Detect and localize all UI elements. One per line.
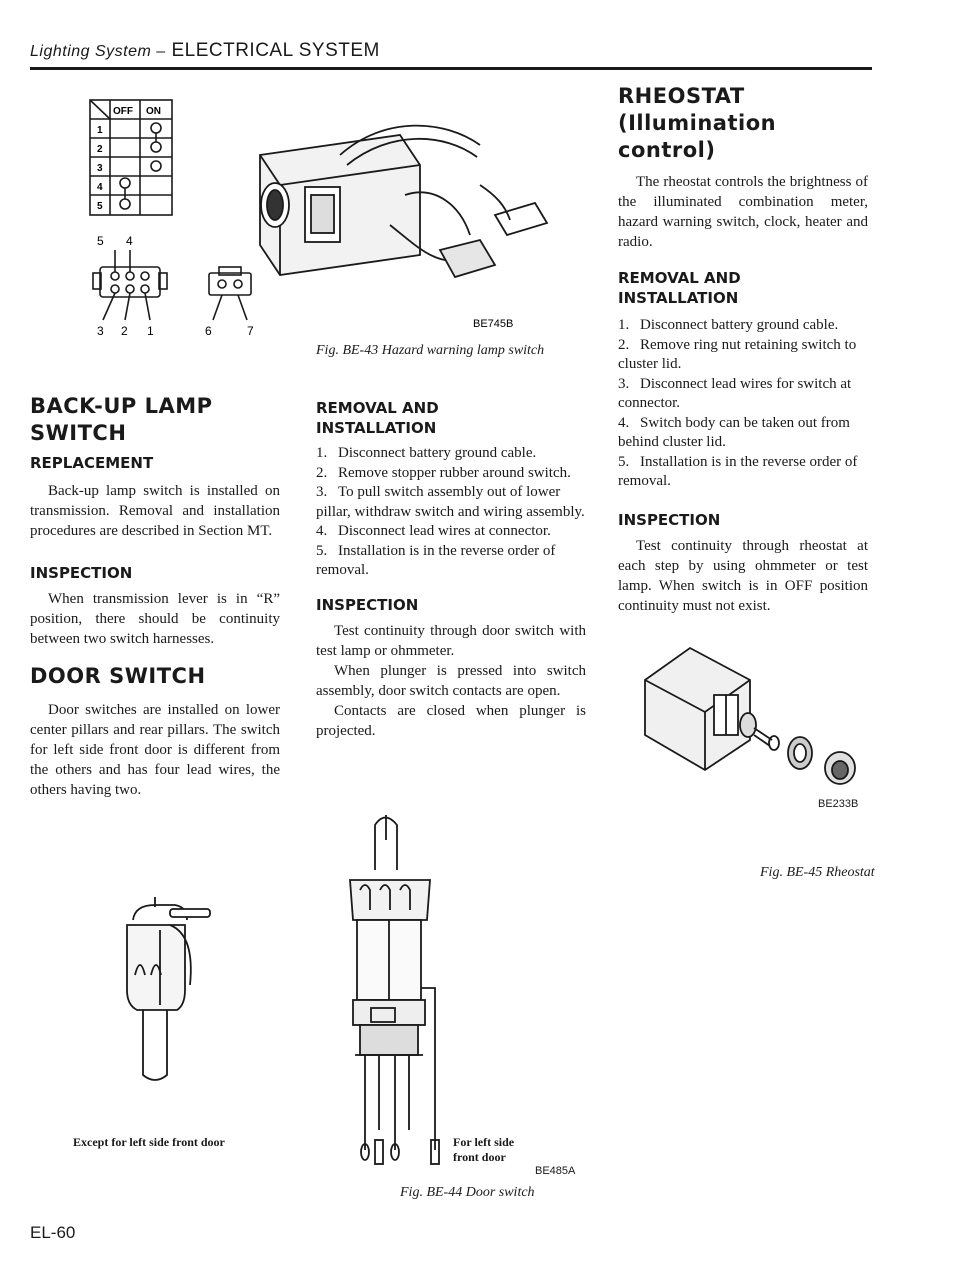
- rheostat-title-line1: RHEOSTAT: [618, 84, 745, 108]
- table-row-3: 3: [97, 163, 103, 174]
- pin-6: 6: [205, 324, 212, 338]
- list-item: 2. Remove stopper rubber around switch.: [316, 464, 571, 481]
- pin-3: 3: [97, 324, 104, 338]
- door-switch-standard-illustration: [115, 895, 220, 1095]
- list-item: 3. Disconnect lead wires for switch at connector.: [618, 375, 852, 411]
- fig45-code: BE233B: [818, 798, 859, 810]
- door-switch-left-front-label-1: For left side: [453, 1135, 515, 1149]
- door-inspection-p1: Test continuity through door switch with test lamp or ohmmeter.: [316, 622, 586, 659]
- list-item: 4. Disconnect lead wires at connector.: [316, 523, 551, 539]
- door-switch-standard-label: Except for left side front door: [73, 1135, 225, 1149]
- fig44-caption: Fig. BE-44 Door switch: [400, 1185, 535, 1200]
- fig45-caption: Fig. BE-45 Rheostat: [760, 865, 875, 880]
- list-item: 5. Installation is in the reverse order of removal.: [618, 453, 858, 489]
- connector-a-icon: [93, 250, 167, 320]
- rheostat-inspection-heading: INSPECTION: [618, 510, 721, 529]
- hazard-switch-illustration: [85, 95, 555, 345]
- table-row-1: 1: [97, 125, 103, 136]
- table-header-off: OFF: [113, 106, 133, 117]
- continuity-table: [90, 100, 172, 215]
- rheostat-removal-steps: [618, 316, 868, 492]
- hazard-switch-body-icon: [260, 126, 547, 277]
- pin-2: 2: [121, 324, 128, 338]
- replacement-text: Back-up lamp switch is installed on transmission. Removal and installation procedures are described in Section MT.: [30, 483, 280, 539]
- rheostat-intro: The rheostat controls the brightness of the illuminated combination meter, hazard warning switch, clock, heater and radio.: [618, 174, 868, 250]
- header-title: ELECTRICAL SYSTEM: [171, 40, 380, 61]
- list-item: 3. To pull switch assembly out of lower pillar, withdraw switch and wiring assembly.: [316, 484, 585, 520]
- rheostat-illustration: [640, 640, 870, 820]
- rheostat-icon: [645, 648, 855, 784]
- list-item: 1. Disconnect battery ground cable.: [316, 445, 537, 461]
- pin-1: 1: [147, 324, 154, 338]
- hazard-removal-steps: [316, 444, 586, 581]
- table-row-5: 5: [97, 201, 103, 212]
- door-inspection-heading: INSPECTION: [316, 595, 419, 614]
- hazard-removal-heading: REMOVAL AND INSTALLATION: [316, 399, 439, 437]
- replacement-heading: REPLACEMENT: [30, 454, 154, 472]
- fig43-code: BE745B: [473, 318, 514, 330]
- backup-lamp-title: BACK-UP LAMP SWITCH: [30, 394, 213, 445]
- door-switch-standard-icon: [127, 897, 210, 1080]
- door-switch-left-front-icon: [350, 815, 439, 1164]
- rheostat-removal-heading: REMOVAL AND INSTALLATION: [618, 269, 741, 307]
- door-inspection-p3: Contacts are closed when plunger is projected.: [316, 702, 586, 739]
- list-item: 1. Disconnect battery ground cable.: [618, 317, 839, 333]
- pin-5: 5: [97, 234, 104, 248]
- backup-inspection-text: When transmission lever is in “R” position, there should be continuity between two switch harnesses.: [30, 591, 280, 647]
- fig44-code: BE485A: [535, 1165, 576, 1177]
- header-section: Lighting System –: [30, 43, 166, 60]
- backup-inspection-heading: INSPECTION: [30, 564, 133, 582]
- fig43-caption: Fig. BE-43 Hazard warning lamp switch: [316, 343, 545, 358]
- column-left: [30, 393, 280, 800]
- rheostat-inspection-text: Test continuity through rheostat at each step by using ohmmeter or test lamp. When switch is in OFF position continuity must not exist.: [618, 537, 868, 614]
- rheostat-title-line2: (Illumination control): [618, 111, 777, 162]
- list-item: 4. Switch body can be taken out from behind cluster lid.: [618, 414, 850, 450]
- pin-7: 7: [247, 324, 254, 338]
- table-row-2: 2: [97, 144, 103, 155]
- column-right: [618, 83, 868, 616]
- pin-4: 4: [126, 234, 133, 248]
- list-item: 5. Installation is in the reverse order of removal.: [316, 542, 556, 578]
- connector-b-icon: [209, 267, 251, 320]
- column-middle: [316, 398, 586, 741]
- door-inspection-p2: When plunger is pressed into switch assembly, door switch contacts are open.: [316, 662, 586, 699]
- door-switch-text: Door switches are installed on lower center pillars and rear pillars. The switch for left side front door is different from the others and has four lead wires, the others having two.: [30, 702, 280, 798]
- list-item: 2. Remove ring nut retaining switch to cluster lid.: [618, 336, 857, 372]
- table-row-4: 4: [97, 182, 103, 193]
- table-header-on: ON: [146, 106, 161, 117]
- page-number: EL-60: [30, 1223, 76, 1242]
- door-switch-left-front-illustration: [345, 810, 455, 1170]
- header-rule: [30, 67, 872, 70]
- door-switch-title: DOOR SWITCH: [30, 664, 206, 688]
- page-header: [30, 40, 380, 62]
- door-switch-left-front-label-2: front door: [453, 1150, 506, 1164]
